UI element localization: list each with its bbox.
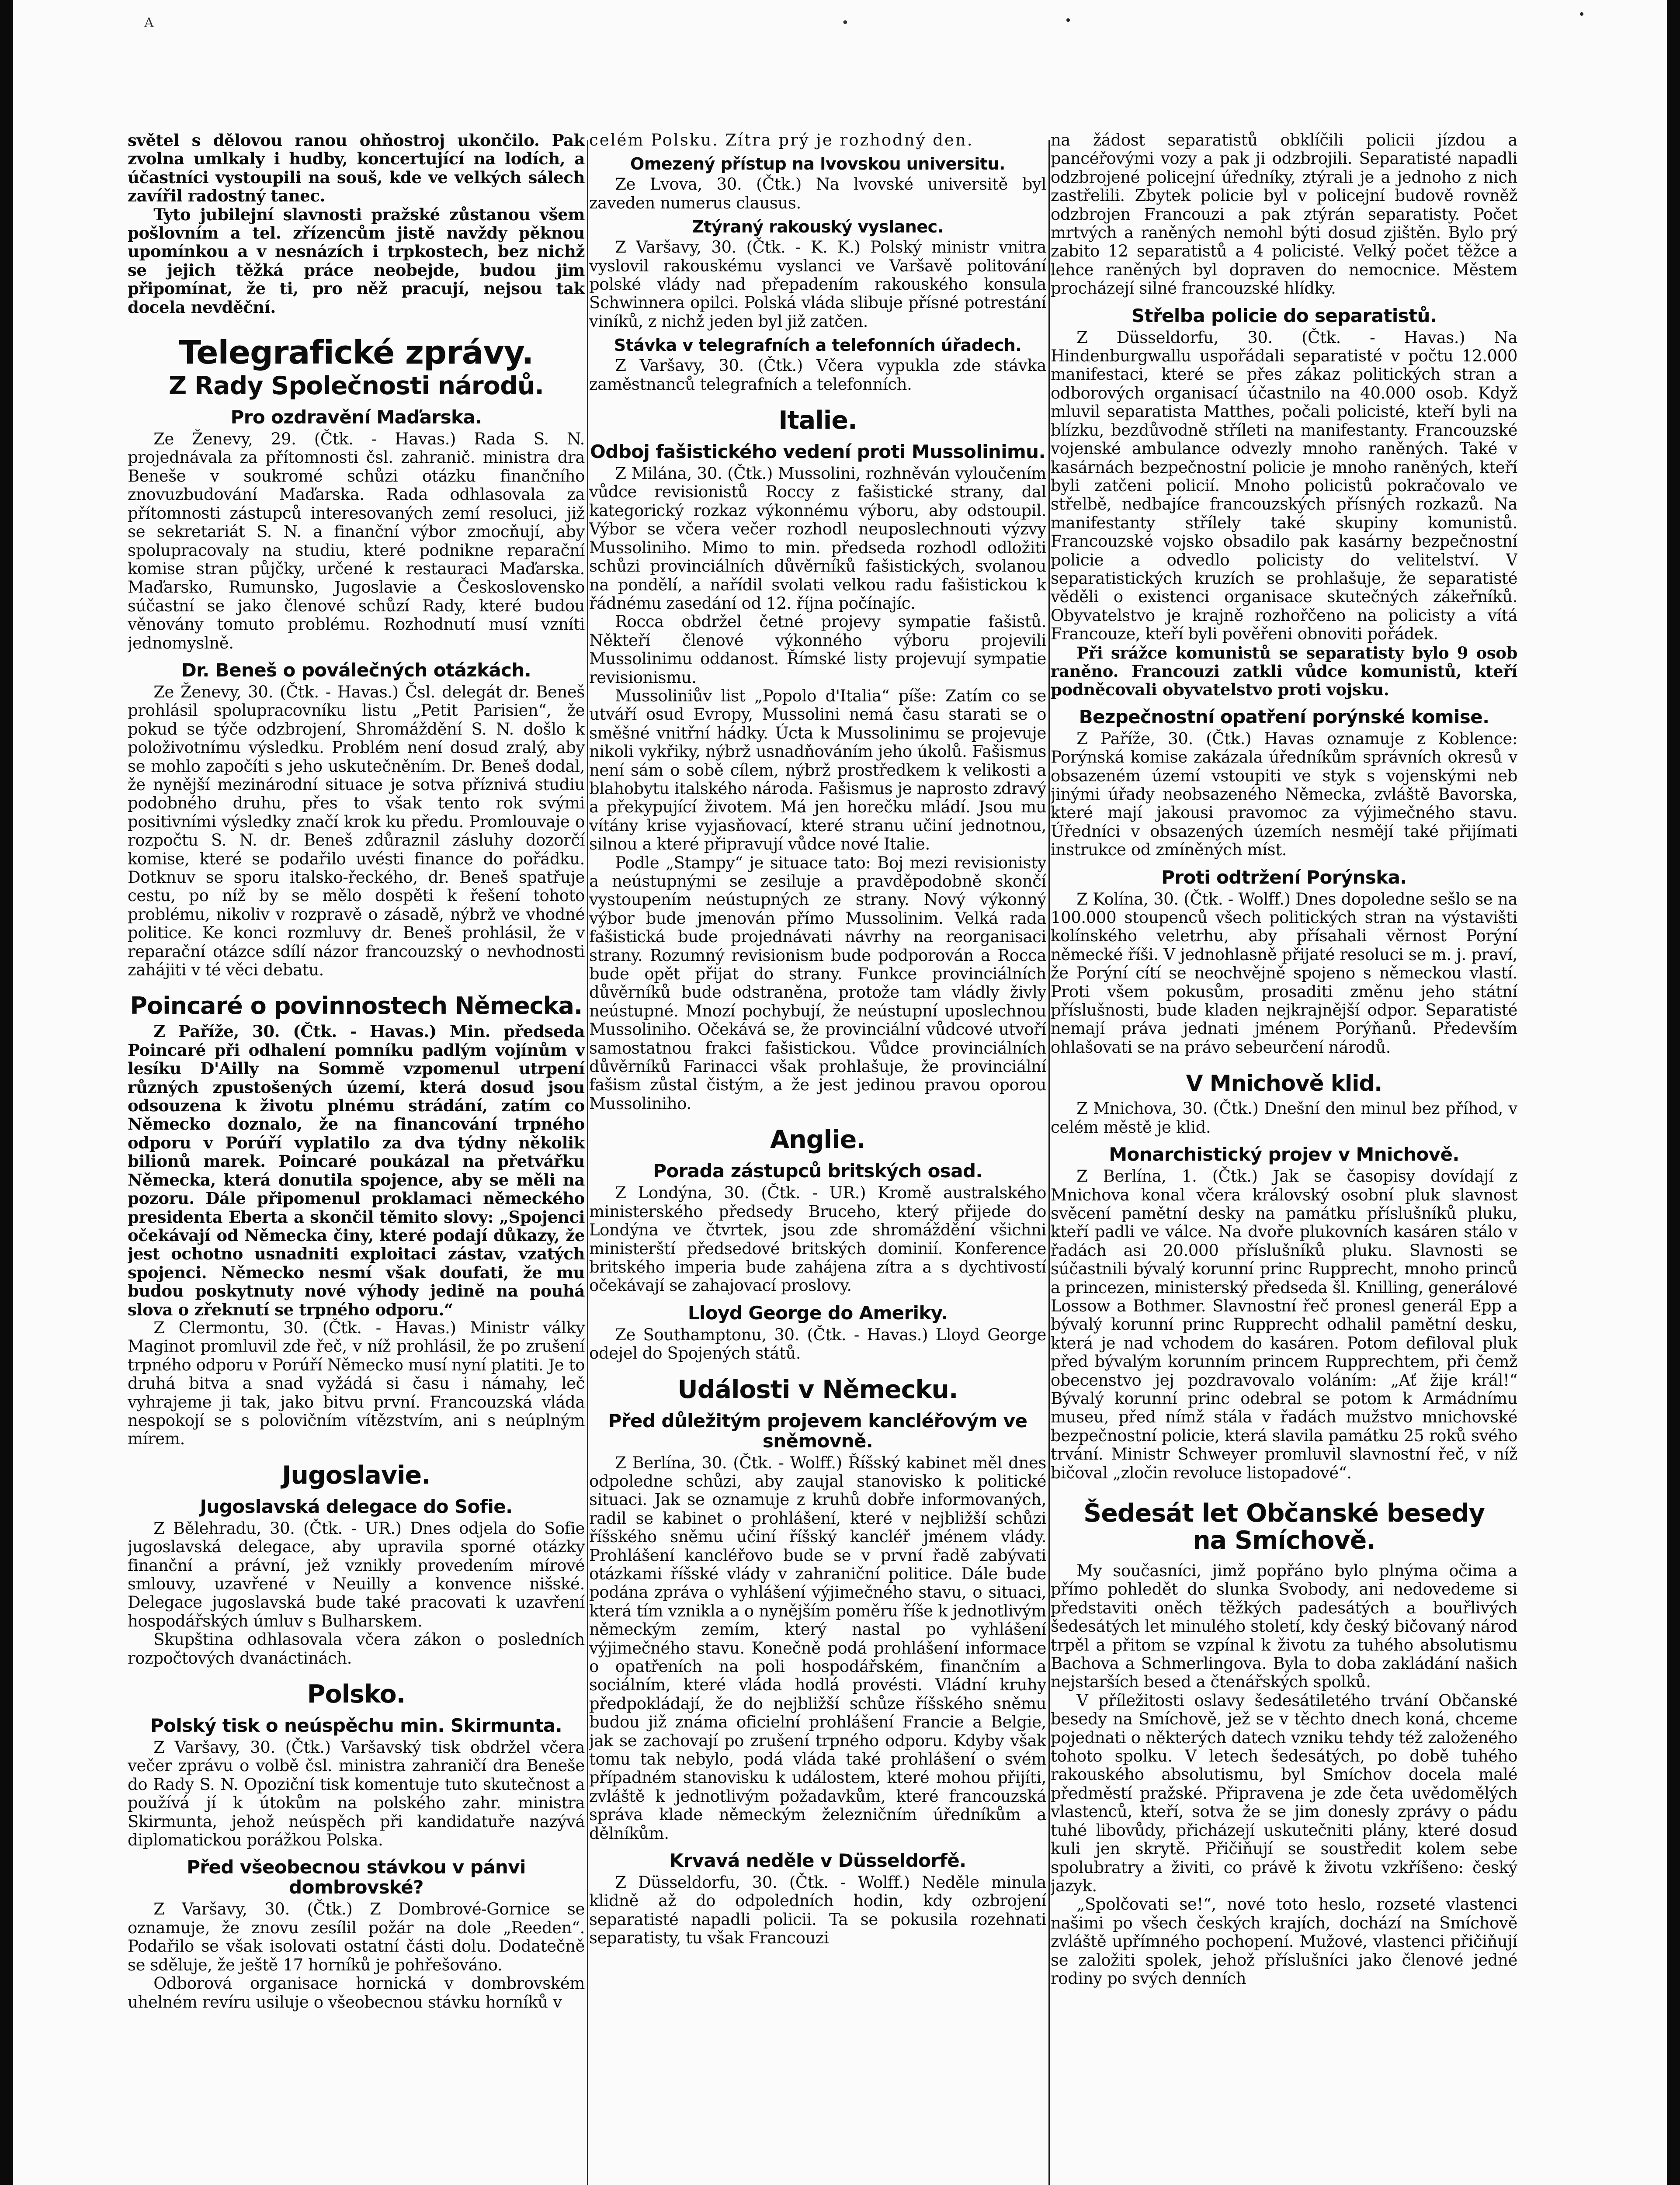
article-body-mnichov: Z Mnichova, 30. (Čtk.) Dnešní den minul bez příhod, v celém městě je klid. bbox=[1051, 1099, 1517, 1137]
article-heading-odboj: Odboj fašistického vedení proti Mussolinimu. bbox=[590, 441, 1045, 463]
section-heading-sedesat: Šedesát let Občanské besedy na Smíchově. bbox=[1083, 1499, 1485, 1555]
article-body-strelba: Z Düsseldorfu, 30. (Čtk. - Havas.) Na Hindenburgwallu uspořádali separatisté v počtu 12.000 manifestaci, které se přes zákaz politických stran a odborových organisací účastnilo na 40.000 osob. Když mluvil separatista Matthes, počali policisté, kteří byli na blízku, bezdůvodně stříleti na manifestanty. Francouzské vojenské ambulance odvezly mnoho raněných. Také v kasárnách bezpečnostní policie je mnoho raněných, kteří byli zatčeni policií. Mnoho policistů pokračovalo ve střelbě, nedbajíce francouzských přísných rozkazů. Na manifestanty střílely také skupiny komunistů. Francouzské vojsko obsadilo pak kasárny bezpečnostní policie a odvedlo policisty do velitelství. V separatistických kruzích se prohlašuje, že separatisté věděli o existenci organisace skutečných zákeřníků. Obyvatelstvo je krajně rozhořčeno na policisty a vítá Francouze, kteří byli pověřeni obnoviti pořádek. bbox=[1051, 328, 1517, 644]
article-body-rocca: Rocca obdržel četné projevy sympatie fašistů. Někteří členové výkonného výboru projevili Mussolinimu oddanost. Římské listy projevují sympatie revisionismu. bbox=[589, 612, 1046, 687]
section-heading-mnichov: V Mnichově klid. bbox=[1186, 1071, 1382, 1096]
article-body-popolo: Mussoliniův list „Popolo d'Italia“ píše: Zatím co se utváří osud Evropy, Mussolini nemá času starati se o směšné vnitřní hádky. Úcta k Mussolinimu se projevuje nikoli vykřiky, nýbrž usnadňováním jeho úkolů. Fašismus není sám o sobě cílem, nýbrž prostředkem k velikosti a blahobytu italského národa. Fašismus je naprosto zdravý a překypující životem. Má jen horečku mládí. Jsou mu vítány krise vyjasňovací, které stranu učiní jednotnou, silnou a které připravují vůdce nové Italie. bbox=[589, 686, 1046, 854]
article-body-sedesat: My současníci, jimž popřáno bylo plnýma očima a přímo pohledět do slunka Svobody, ani nedovedeme si představiti oněch těžkých padesátých a bouřlivých šedesátých let minulého století, kdy český bičovaný národ trpěl a přitom se vzpínal k životu za tuhého absolutismu Bachova a Schmerlingova. Byla to doba zakládání našich nejstarších besed a čtenářských spolků. bbox=[1051, 1561, 1517, 1692]
article-heading-omezeny: Omezený přístup na lvovskou universitu. bbox=[630, 154, 1005, 174]
article-heading-ztyrany: Ztýraný rakouský vyslanec. bbox=[692, 217, 944, 237]
article-body-berlin: Z Berlína, 30. (Čtk. - Wolff.) Říšský kabinet měl dnes odpoledne schůzi, aby zaujal stanovisko k politické situaci. Jak se oznamuje z kruhů dobře informovaných, radil se kabinet o prohlášení, které v nejbližší schůzi říšského sněmu učiní říšský kancléř jménem vlády. Prohlášení kancléřovo bude se v první řadě zabývati otázkami říšské vlády v zahraniční politice. Dále bude podána zpráva o vyhlášení výjimečného stavu, o situaci, která tím vznikla a o nynějším poměru říše k jednotlivým německým zemím, který nastal po vyhlášení výjimečného stavu. Konečně podá prohlášení informace o opatřeních na poli hospodářském, finančním a sociálním, které vláda hodlá provésti. Vládní kruhy předpokládají, že do nejbližší schůze říšského sněmu budou již známa oficielní prohlášení Francie a Belgie, jak se zachovají po zrušení trpného odporu. Kdyby však tomu tak nebylo, podá vláda také prohlášení o svém případném stanovisku k událostem, které mohou přijíti, zvláště k jednotlivým požadavkům, které francouzská správa klade německým železničním úředníkům a dělníkům. bbox=[589, 1453, 1046, 1843]
article-body-srazka: Při srážce komunistů se separatisty bylo 9 osob raněno. Francouzi zatkli vůdce komunistů, kteří podněcovali obyvatelstvo proti vojsku. bbox=[1051, 643, 1517, 700]
section-heading-polsko: Polsko. bbox=[307, 1680, 406, 1709]
article-body-dusseldorf: Z Düsseldorfu, 30. (Čtk. - Wolff.) Neděle minula klidně až do odpoledních hodin, kdy ozbrojení separatisté napadli policii. Ta se pokusila rozehnati separatisty, tu však Francouzi bbox=[589, 1873, 1046, 1948]
column-rule bbox=[1048, 140, 1050, 2185]
subsection-heading-rada: Z Rady Společnosti národů. bbox=[169, 371, 544, 401]
section-heading-poincare: Poincaré o povinnostech Německa. bbox=[130, 992, 583, 1020]
article-body-milano: Z Milána, 30. (Čtk.) Mussolini, rozhněván vyloučením vůdce revisionistů Roccy z fašistické strany, dal kategorický rozkaz výkonnému výboru, aby odstoupil. Výbor se včera večer rozhodl neuposlechnouti výzvy Mussoliniho. Mimo to min. předseda rozhodl odložiti schůzi provinciálních důvěrníků fašistických, svolanou na pondělí, a nařídil svolati velkou radu fašistickou k řádnému zasedání od 12. října počínajíc. bbox=[589, 464, 1046, 613]
corner-mark: A bbox=[144, 15, 154, 31]
intro-paragraph: Tyto jubilejní slavnosti pražské zůstanou všem pošlovním a tel. zřízencům jistě navždy pěknou upomínkou a v nesnázích i trpkostech, bez nichž se jejich těžká práce neobejde, budou jim připomínat, že ti, pro něž pracují, nejsou tak docela nevděční. bbox=[128, 205, 585, 317]
article-body-stavka-tel: Z Varšavy, 30. (Čtk.) Včera vypukla zde stávka zaměstnanců telegrafních a telefonních. bbox=[589, 356, 1046, 394]
article-body-lloyd: Ze Southamptonu, 30. (Čtk. - Havas.) Lloyd George odejel do Spojených států. bbox=[589, 1325, 1046, 1363]
article-body-londyn: Z Londýna, 30. (Čtk. - UR.) Kromě australského ministerského předsedy Bruceho, který přijede do Londýna ve čtvrtek, jsou zde shromáždění všichni ministerští předsedové britských dominií. Konference britského imperia bude zahájena zítra a s dychtivostí očekávají se zahajovací proslovy. bbox=[589, 1183, 1046, 1295]
article-body-kolin: Z Kolína, 30. (Čtk. - Wolff.) Dnes dopoledne sešlo se na 100.000 stoupenců všech politických stran na výstavišti kolínského veletrhu, aby přísahali věrnost Porýní německé říši. V jednohlasně přijaté resoluci se m. j. praví, že Porýní cítí se neochvějně spojeno s německou vlastí. Proti všem pokusům, prosaditi změnu jeho státní příslušnosti, bude kladen nejkrajnější odpor. Separatisté nemají práva jednati jménem Porýňanů. Především ohlašovati se na právo sebeurčení národů. bbox=[1051, 889, 1517, 1057]
article-heading-monarch: Monarchistický projev v Mnichově. bbox=[1109, 1144, 1459, 1165]
article-body-clermont: Z Clermontu, 30. (Čtk. - Havas.) Ministr války Maginot promluvil zde řeč, v níž prohlásil, že po zrušení trpného odporu v Porúří Německo musí nyní platiti. Je to druhá bitva a snad vyžádá si času i námahy, leč vyhrajeme ji tak, jako bitvu první. Francouzská vláda nespokojí se s polovičním vítězstvím, ani s neúplným mírem. bbox=[128, 1318, 585, 1449]
scan-speck bbox=[1580, 12, 1583, 16]
article-heading-bezpecnost: Bezpečnostní opatření porýnské komise. bbox=[1079, 706, 1489, 728]
article-heading-projev: Před důležitým projevem kancléřovým ve sněmovně. bbox=[608, 1410, 1027, 1452]
article-heading-jugodel: Jugoslavská delegace do Sofie. bbox=[200, 1495, 513, 1517]
article-heading-stavka-tel: Stávka v telegrafních a telefonních úřadech. bbox=[614, 336, 1022, 355]
article-body-sedesat: „Spolčovati se!“, nové toto heslo, rozseté vlastenci našimi po všech českých krajích, dochází na Smíchově zvláště upřímného pochopení. Mužové, vlastenci přičiňují se založiti spolek, jehož příslušníci jako členové jedné rodiny po svých denních bbox=[1051, 1895, 1517, 1988]
continued-paragraph: na žádost separatistů obklíčili policii jízdou a pancéřovými vozy a pak ji odzbrojili. Separatisté napadli odzbrojené policejní úředníky, ztýrali je a jednoho z nich zastřelili. Zbytek policie byl v policejní budově rovněž odzbrojen Francouzi a pak ztýrán separatisty. Počet mrtvých a raněných nemohl býti dosud zjištěn. Bylo prý zabito 12 separatistů a 4 policisté. Velký počet těžce a lehce raněných byl dopraven do nemocnice. Městem procházejí silné francouzské hlídky. bbox=[1051, 131, 1517, 298]
article-body-monarch: Z Berlína, 1. (Čtk.) Jak se časopisy dovídají z Mnichova konal včera královský osobní pluk slavnost svěcení pamětní desky na památku příslušníků pluku, kteří padli ve válce. Na dvoře plukovních kasáren stálo v řadách asi 20.000 příslušníků pluku. Slavnosti se súčastnili bývalý korunní princ Rupprecht, mnoho princů a princezen, ministerský předseda šl. Knilling, generálové Lossow a Bothmer. Slavnostní řeč pronesl generál Epp a bývalý korunní princ Rupprecht odhalil pamětní desku, která je nad vchodem do kasáren. Potom defiloval pluk před bývalým korunním princem Rupprechtem, při čemž obecenstvo jej pozdravovalo voláním: „Ať žije král!“ Bývalý korunní princ odebral se potom k Armádnímu museu, před nímž stála v řadách mužstvo mnichovské bezpečnostní policie, která slavila památku 25 roků svého trvání. Ministr Schweyer promluvil slavnostní řeč, v níž bičoval „zločin revoluce listopadové“. bbox=[1051, 1167, 1517, 1482]
article-heading-strelba: Střelba policie do separatistů. bbox=[1131, 305, 1437, 326]
section-heading-italie: Italie. bbox=[778, 406, 857, 435]
article-heading-tisk: Polský tisk o neúspěchu min. Skirmunta. bbox=[150, 1715, 562, 1737]
column-1 bbox=[128, 131, 585, 2185]
top-dot-mark: • bbox=[841, 15, 849, 31]
article-body-belehrad: Z Bělehradu, 30. (Čtk. - UR.) Dnes odjela do Sofie jugoslavská delegace, aby upravila sporné otázky finanční a právní, jež vznikly provedením mírové smlouvy, uzavřené v Neuilly a konvence nišské. Delegace jugoslavská bude také pracovati k uzavření hospodářských úmluv s Bulharskem. bbox=[128, 1519, 585, 1630]
article-body-lvov: Ze Lvova, 30. (Čtk.) Na lvovské universitě byl zaveden numerus clausus. bbox=[589, 175, 1046, 212]
intro-paragraph: světel s dělovou ranou ohňostroj ukončilo. Pak zvolna umlkaly i hudby, koncertující na lodích, a účastníci vystoupili na souš, kde ve velkých sálech zavířil radostný tanec. bbox=[128, 131, 585, 206]
article-heading-benes: Dr. Beneš o poválečných otázkách. bbox=[181, 659, 531, 681]
article-body-odborova: Odborová organisace hornická v dombrovském uhelném revíru usiluje o všeobecnou stávku horníků v bbox=[128, 1974, 585, 2012]
column-3 bbox=[1051, 131, 1517, 2185]
article-heading-lloyd: Lloyd George do Ameriky. bbox=[687, 1302, 948, 1324]
article-body-benes: Ze Ženevy, 30. (Čtk. - Havas.) Čsl. delegát dr. Beneš prohlásil spolupracovníku listu „Petit Parisien“, že pokud se týče odzbrojení, Shromáždění S. N. došlo k položivotnímu výsledku. Problém není dosud zralý, aby se mohlo započíti s jeho uskutečněním. Dr. Beneš dodal, že nynější mezinárodní situace je sotva příznivá studiu podobného druhu, přes to však tento rok svými positivními výsledky značí krok ku předu. Promlouvaje o rozpočtu S. N. dr. Beneš zdůraznil zásluhy dozorčí komise, které se podařilo uvésti finance do pořádku. Dotknuv se sporu italsko-řeckého, dr. Beneš spatřuje cestu, po níž by se mělo dospěti k řešení tohoto problému, nikoliv v rozpravě o zásadě, nýbrž ve vhodné politice. Ke konci rozmluvy dr. Beneš prohlásil, že v reparační otázce sdílí názor francouzský o nevhodnosti zahájiti v té věci debatu. bbox=[128, 682, 585, 980]
article-heading-krvava: Krvavá neděle v Düsseldorfě. bbox=[669, 1850, 966, 1872]
scan-speck bbox=[1066, 18, 1070, 22]
article-body-skupstina: Skupština odhlasovala včera zákon o posledních rozpočtových dvanáctinách. bbox=[128, 1630, 585, 1668]
column-2 bbox=[589, 131, 1046, 2185]
article-body-varsava1: Z Varšavy, 30. (Čtk.) Varšavský tisk obdržel včera večer zprávu o volbě čsl. ministra zahraničí dra Beneše do Rady S. N. Opoziční tisk komentuje tuto skutečnost a používá jí k útokům na polského zahr. ministra Skirmunta, jehož neúspěch při kandidatuře nazývá diplomatickou porážkou Polska. bbox=[128, 1738, 585, 1850]
article-body-stampa: Podle „Stampy“ je situace tato: Boj mezi revisionisty a neústupnými se zesiluje a pravděpodobně skončí vystoupením neústupných ze strany. Nový výkonný výbor bude jmenován přímo Mussolinim. Velká rada fašistická bude projednávati návrhy na reorganisaci strany. Rozumný revisionism bude podporován a Rocca bude opět přijat do strany. Funkce provinciálních důvěrníků bude odstraněna, protože tam vládly živly neústupné. Mnozí pochybují, že neústupní uposlechnou Mussoliniho. Očekává se, že provinciální vůdcové utvoří samostatnou frakci fašistickou. Vůdce provinciálních důvěrníků Farinacci však prohlašuje, že provinciální fašism zůstal čistým, a že jest jedinou pravou oporou Mussoliniho. bbox=[589, 853, 1046, 1113]
section-heading-anglie: Anglie. bbox=[770, 1125, 865, 1155]
column-rule bbox=[587, 140, 588, 2185]
article-body-varsava2: Z Varšavy, 30. (Čtk.) Z Dombrové-Gornice se oznamuje, že znovu zesílil požár na dole „Reeden“. Podařilo se však isolovati ostatní části dolu. Dodatečně se sděluje, že ještě 17 horníků je pohřešováno. bbox=[128, 1900, 585, 1974]
article-body-ztyrany: Z Varšavy, 30. (Čtk. - K. K.) Polský ministr vnitra vyslovil rakouskému vyslanci ve Varšavě politování polské vlády nad přepadením rakouského konsula Schwinnera opilci. Polská vláda slibuje přísné potrestání viníků, z nichž jeden byl již zatčen. bbox=[589, 238, 1046, 331]
article-heading-porada: Porada zástupců britských osad. bbox=[653, 1160, 982, 1182]
article-heading-madarsko: Pro ozdravění Maďarska. bbox=[230, 406, 482, 428]
article-heading-stavka: Před všeobecnou stávkou v pánvi dombrovské? bbox=[187, 1856, 526, 1898]
article-body-sedesat: V příležitosti oslavy šedesátiletého trvání Občanské besedy na Smíchově, jež se v těchto dnech koná, chceme pojednati o některých datech vzniku tehdy též založeného tohoto spolku. V letech šedesátých, po době tuhého rakouského absolutismu, byl Smíchov docela malé předměstí pražské. Připravena je zde četa uvědomělých vlastenců, kteří, sotva že se jim donesly zprávy o pádu tuhé libovůdy, přicházejí uskutečniti plány, které dosud kuli jen skrytě. Přičiňují se soustředit kolem sebe spolubratry a živiti, co právě k životu vzkříšeno: český jazyk. bbox=[1051, 1691, 1517, 1895]
article-heading-odtrzeni: Proti odtržení Porýnska. bbox=[1161, 866, 1407, 888]
section-heading-nemecko: Události v Německu. bbox=[677, 1375, 958, 1404]
continued-paragraph: celém Polsku. Zítra prý je rozhodný den. bbox=[589, 131, 974, 149]
article-body-poincare: Z Paříže, 30. (Čtk. - Havas.) Min. předseda Poincaré při odhalení pomníku padlým vojínům v lesíku D'Ailly na Sommě vzpomenul utrpení různých zpustošených území, která dosud jsou odsouzena k životu plnému strádání, zatím co Německo doznalo, že na financování trpného odporu v Porúří vyplatilo za dva týdny několik bilionů marek. Poincaré poukázal na přetvářku Německa, která donutila spojence, aby se měli na pozoru. Dále připomenul proklamaci německého presidenta Eberta a skončil těmito slovy: „Spojenci očekávají od Německa činy, které podají důkazy, že jest ochotno usnadniti exploitaci zástav, vzatých spojenci. Německo nesmí však doufati, že mu budou poskytnuty nové výhody jedině na pouhá slova o zřeknutí se trpného odporu.“ bbox=[128, 1022, 585, 1319]
section-heading-telegraficke: Telegrafické zprávy. bbox=[179, 334, 534, 372]
section-heading-jugoslavie: Jugoslavie. bbox=[282, 1460, 430, 1490]
article-body-koblenz: Z Paříže, 30. (Čtk.) Havas oznamuje z Koblence: Porýnská komise zakázala úředníkům správních okresů v obsazeném území vstoupiti ve styk s vojenskými neb jinými úřady neobsazeného Německa, zvláště Bavorska, které mají jakousi pravomoc za výjimečného stavu. Úředníci v obsazených územích nesmějí také přijímati instrukce od zmíněných míst. bbox=[1051, 729, 1517, 860]
article-body-madarsko: Ze Ženevy, 29. (Čtk. - Havas.) Rada S. N. projednávala za přítomnosti čsl. zahranič. ministra dra Beneše v soukromé schůzi otázku finančního znovuzbudování Maďarska. Rada odhlasovala za přítomnosti zástupců interesovaných zemí resoluci, již se sekretariát S. N. a finanční výbor zmocňují, aby spolupracovaly na studiu, které podnikne reparační komise stran půjčky, určené k restauraci Maďarska. Maďarsko, Rumunsko, Jugoslavie a Československo súčastní se jako členové schůzí Rady, které budou věnovány tomuto problému. Rozhodnutí musí vzníti jednomyslně. bbox=[128, 430, 585, 652]
